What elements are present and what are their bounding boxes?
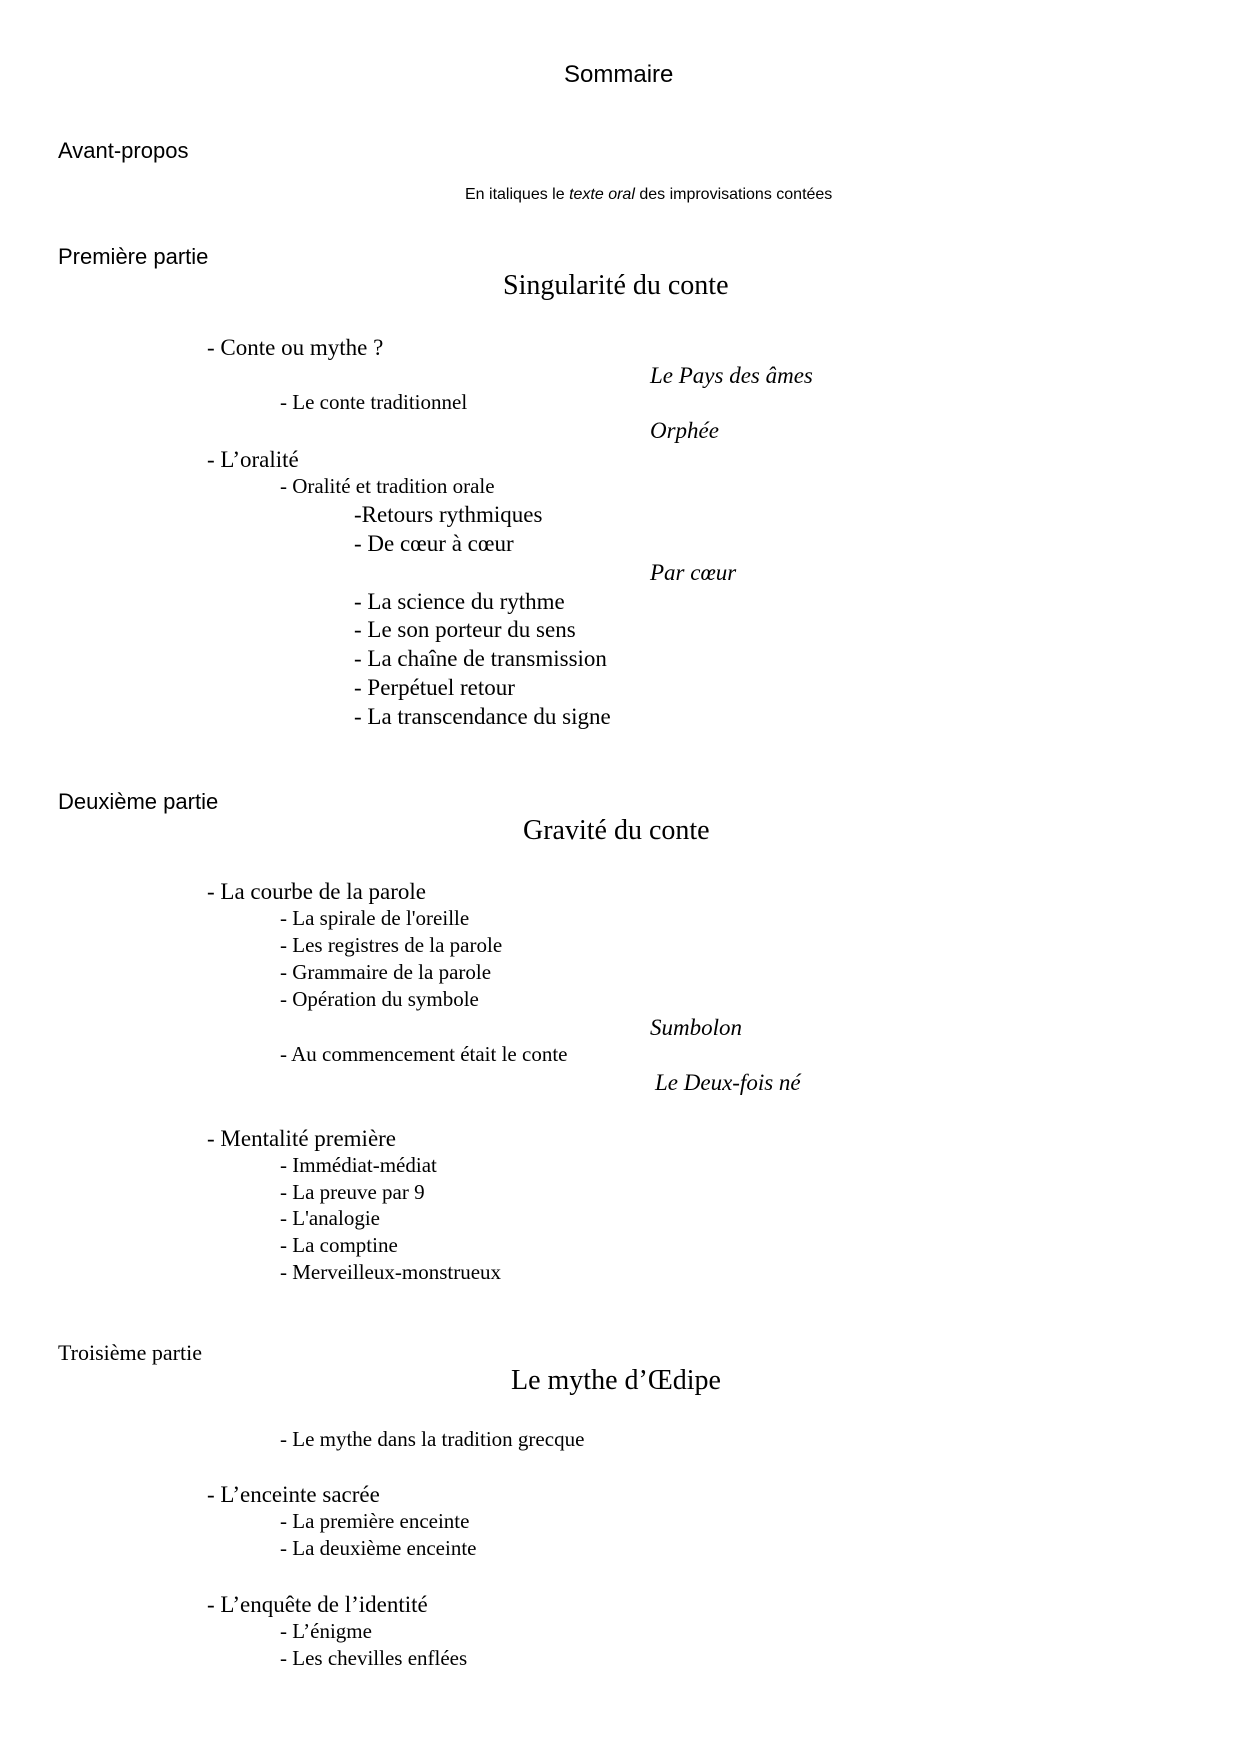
tale-title: Orphée [650,418,719,443]
toc-item: - Merveilleux-monstrueux [280,1260,502,1284]
toc-item: - Le son porteur du sens [354,617,576,642]
toc-item: - L'analogie [280,1206,380,1230]
toc-item: - La comptine [280,1233,398,1257]
toc-item: - L’enceinte sacrée [207,1482,380,1507]
toc-item: - L’oralité [207,447,299,472]
part1-label: Première partie [58,244,209,269]
part3-label: Troisième partie [58,1340,202,1365]
toc-item: - Oralité et tradition orale [280,474,495,498]
note-before: En italiques le [465,186,570,203]
part2-heading: Gravité du conte [523,815,710,846]
tale-title: Par cœur [650,560,737,585]
toc-item: - La deuxième enceinte [280,1536,477,1560]
toc-item: - Immédiat-médiat [280,1153,437,1177]
part2-label: Deuxième partie [58,789,219,814]
toc-item: - Le conte traditionnel [280,390,468,414]
toc-item: - Les registres de la parole [280,933,503,957]
tale-title: Le Pays des âmes [650,363,813,388]
toc-item: - Au commencement était le conte [280,1042,568,1066]
toc-item: - Mentalité première [207,1126,397,1151]
note-after: des improvisations contées [634,186,833,203]
toc-item: - Perpétuel retour [354,675,515,700]
toc-item: - La première enceinte [280,1509,470,1533]
toc-item: - Conte ou mythe ? [207,335,384,360]
italic-note [465,187,832,203]
toc-item: - De cœur à cœur [354,531,514,556]
toc-item: - Les chevilles enflées [280,1646,468,1670]
toc-item: - La transcendance du signe [354,704,611,729]
toc-item: - La courbe de la parole [207,879,427,904]
toc-item: - La preuve par 9 [280,1180,425,1204]
toc-item: - La chaîne de transmission [354,646,607,671]
page-title: Sommaire [564,61,674,88]
toc-item: - L’enquête de l’identité [207,1592,428,1617]
section-avant-propos: Avant-propos [58,138,189,163]
toc-item: - La spirale de l'oreille [280,906,470,930]
tale-title: Sumbolon [650,1015,742,1040]
toc-item: -Retours rythmiques [354,502,543,527]
toc-item: - La science du rythme [354,589,565,614]
toc-item: - Le mythe dans la tradition grecque [280,1427,585,1451]
note-italic: texte oral [569,186,635,203]
part3-heading: Le mythe d’Œdipe [511,1365,721,1396]
part1-heading: Singularité du conte [503,270,729,301]
tale-title: Le Deux-fois né [655,1070,801,1095]
toc-item: - Grammaire de la parole [280,960,492,984]
toc-item: - L’énigme [280,1619,372,1643]
toc-item: - Opération du symbole [280,987,479,1011]
